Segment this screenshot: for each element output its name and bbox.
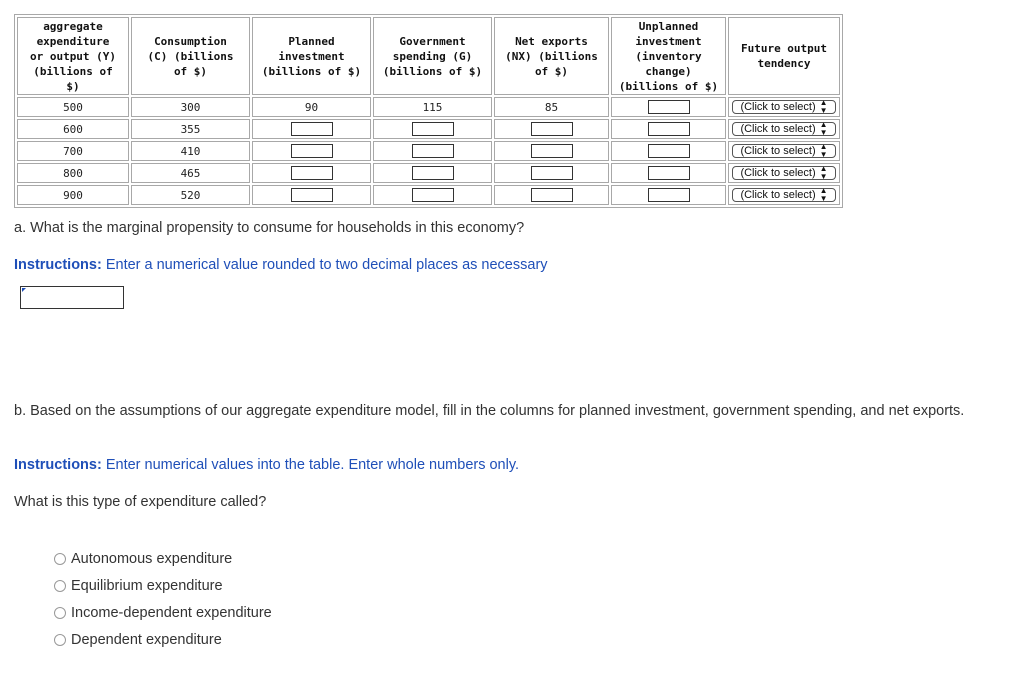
cell-net-exports: [494, 141, 609, 161]
table-row: [17, 163, 840, 183]
cell-future-output-tendency: [728, 119, 840, 139]
updown-arrow-icon: ▲ ▼: [819, 98, 828, 115]
cell-consumption: 410: [131, 141, 250, 161]
radio-button[interactable]: [54, 634, 66, 646]
header-planned-investment: Planned investment (billions of $): [252, 17, 371, 95]
planned-investment-input[interactable]: [291, 166, 333, 180]
option-equilibrium-expenditure[interactable]: [54, 572, 272, 599]
government-spending-input[interactable]: [412, 144, 454, 158]
future-output-tendency-select[interactable]: [732, 122, 836, 136]
cell-output: 600: [17, 119, 129, 139]
planned-investment-input[interactable]: [291, 188, 333, 202]
cell-unplanned-investment: [611, 119, 726, 139]
cell-consumption: 355: [131, 119, 250, 139]
cell-planned-investment: [252, 119, 371, 139]
header-aggregate-expenditure: aggregate expenditure or output (Y) (billions of $): [17, 17, 129, 95]
cell-consumption: 520: [131, 185, 250, 205]
cell-unplanned-investment: [611, 141, 726, 161]
cell-future-output-tendency: [728, 141, 840, 161]
cell-future-output-tendency: [728, 185, 840, 205]
question-a-text: a. What is the marginal propensity to consume for households in this economy?: [14, 220, 525, 236]
table-row: [17, 185, 840, 205]
unplanned-investment-input[interactable]: [648, 122, 690, 136]
input-caret-icon: [22, 288, 26, 292]
cell-government-spending: [373, 119, 492, 139]
table-row: [17, 97, 840, 117]
cell-net-exports: [494, 163, 609, 183]
option-label: Autonomous expenditure: [71, 550, 233, 567]
cell-unplanned-investment: [611, 97, 726, 117]
radio-button[interactable]: [54, 553, 66, 565]
instructions-label: Instructions:: [14, 257, 102, 273]
cell-government-spending: 115: [373, 97, 492, 117]
cell-unplanned-investment: [611, 185, 726, 205]
cell-planned-investment: 90: [252, 97, 371, 117]
expenditure-table: [14, 14, 843, 208]
future-output-tendency-select[interactable]: [732, 100, 836, 114]
instructions-label: Instructions:: [14, 457, 102, 473]
cell-net-exports: [494, 119, 609, 139]
select-label: (Click to select): [740, 189, 816, 201]
cell-consumption: 300: [131, 97, 250, 117]
planned-investment-input[interactable]: [291, 122, 333, 136]
radio-button[interactable]: [54, 607, 66, 619]
option-dependent-expenditure[interactable]: [54, 626, 272, 653]
cell-unplanned-investment: [611, 163, 726, 183]
updown-arrow-icon: ▲ ▼: [819, 120, 828, 137]
cell-consumption: 465: [131, 163, 250, 183]
header-government-spending: Government spending (G) (billions of $): [373, 17, 492, 95]
future-output-tendency-select[interactable]: [732, 144, 836, 158]
cell-output: 700: [17, 141, 129, 161]
question-b-subquestion: What is this type of expenditure called?: [14, 494, 267, 510]
instructions-text: Enter numerical values into the table. Enter whole numbers only.: [101, 457, 520, 473]
instructions-text: Enter a numerical value rounded to two decimal places as necessary: [101, 257, 548, 273]
select-label: (Click to select): [740, 145, 816, 157]
cell-planned-investment: [252, 163, 371, 183]
option-label: Income-dependent expenditure: [71, 604, 272, 621]
radio-button[interactable]: [54, 580, 66, 592]
government-spending-input[interactable]: [412, 188, 454, 202]
mpc-answer-input[interactable]: [20, 286, 124, 309]
cell-net-exports: [494, 185, 609, 205]
cell-future-output-tendency: [728, 163, 840, 183]
header-future-output-tendency: Future output tendency: [728, 17, 840, 95]
question-b-text: b. Based on the assumptions of our aggregate expenditure model, fill in the columns for planned investment, government spending, and net exports.: [14, 403, 965, 419]
updown-arrow-icon: ▲ ▼: [819, 186, 828, 203]
net-exports-input[interactable]: [531, 166, 573, 180]
cell-output: 800: [17, 163, 129, 183]
cell-planned-investment: [252, 185, 371, 205]
planned-investment-input[interactable]: [291, 144, 333, 158]
select-label: (Click to select): [740, 101, 816, 113]
table-row: [17, 119, 840, 139]
expenditure-type-options: [54, 545, 272, 653]
question-b-instructions: [14, 457, 519, 473]
header-unplanned-investment: Unplanned investment (inventory change) (billions of $): [611, 17, 726, 95]
updown-arrow-icon: ▲ ▼: [819, 142, 828, 159]
cell-future-output-tendency: [728, 97, 840, 117]
cell-net-exports: 85: [494, 97, 609, 117]
future-output-tendency-select[interactable]: [732, 166, 836, 180]
option-income-dependent-expenditure[interactable]: [54, 599, 272, 626]
unplanned-investment-input[interactable]: [648, 166, 690, 180]
table-row: [17, 141, 840, 161]
table-header-row: [17, 17, 840, 95]
cell-government-spending: [373, 141, 492, 161]
select-label: (Click to select): [740, 167, 816, 179]
net-exports-input[interactable]: [531, 122, 573, 136]
option-autonomous-expenditure[interactable]: [54, 545, 272, 572]
header-consumption: Consumption (C) (billions of $): [131, 17, 250, 95]
cell-output: 900: [17, 185, 129, 205]
unplanned-investment-input[interactable]: [648, 188, 690, 202]
unplanned-investment-input[interactable]: [648, 144, 690, 158]
cell-output: 500: [17, 97, 129, 117]
select-label: (Click to select): [740, 123, 816, 135]
government-spending-input[interactable]: [412, 166, 454, 180]
option-label: Equilibrium expenditure: [71, 577, 223, 594]
government-spending-input[interactable]: [412, 122, 454, 136]
updown-arrow-icon: ▲ ▼: [819, 164, 828, 181]
future-output-tendency-select[interactable]: [732, 188, 836, 202]
net-exports-input[interactable]: [531, 188, 573, 202]
option-label: Dependent expenditure: [71, 631, 222, 648]
cell-government-spending: [373, 185, 492, 205]
net-exports-input[interactable]: [531, 144, 573, 158]
question-a-instructions: [14, 257, 548, 273]
cell-planned-investment: [252, 141, 371, 161]
cell-government-spending: [373, 163, 492, 183]
unplanned-investment-input[interactable]: [648, 100, 690, 114]
header-net-exports: Net exports (NX) (billions of $): [494, 17, 609, 95]
